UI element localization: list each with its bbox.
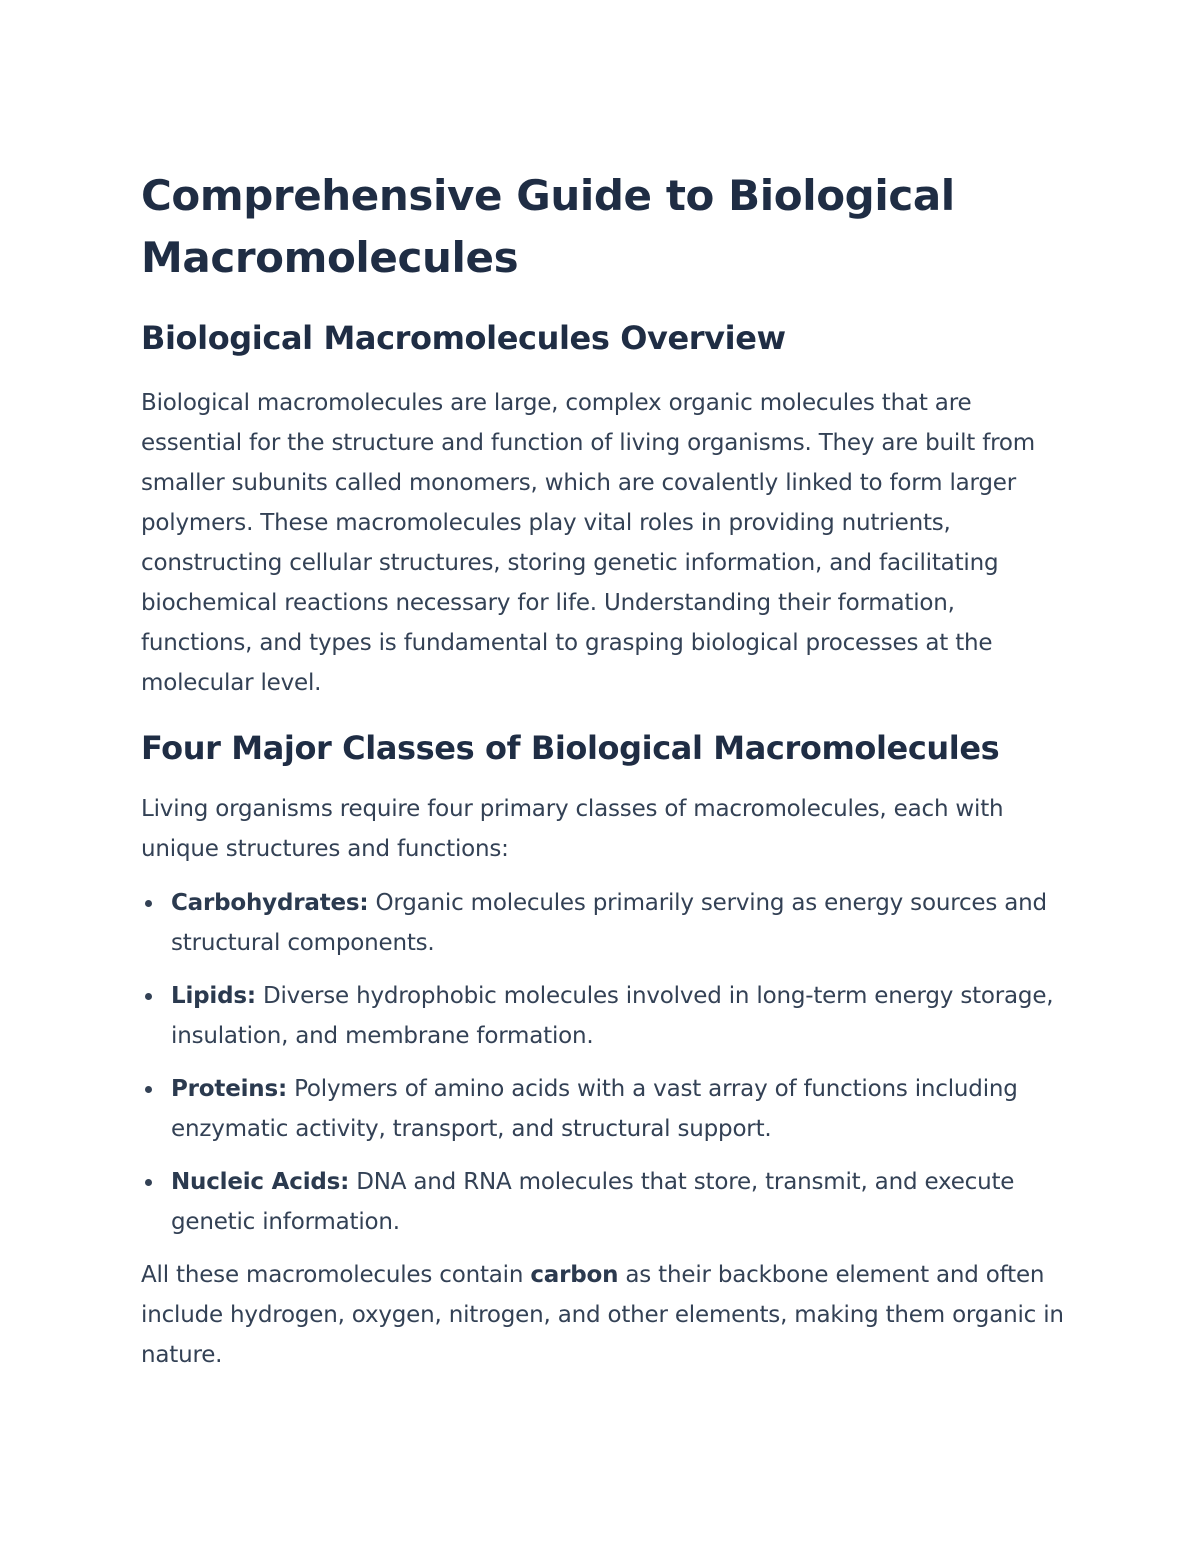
bullet-icon [145, 900, 152, 907]
list-item-term: Nucleic Acids: [171, 1169, 350, 1195]
list-item-lipids [141, 976, 1066, 1056]
document-page [141, 165, 1066, 1375]
list-item-term: Lipids: [171, 983, 256, 1009]
bullet-icon [145, 1086, 152, 1093]
list-item-carbohydrates [141, 883, 1066, 963]
summary-text-after: as their backbone element and often include hydrogen, oxygen, nitrogen, and other elements, making them organic in nature. [141, 1262, 1064, 1368]
bullet-icon [145, 1179, 152, 1186]
list-item-proteins [141, 1069, 1066, 1149]
overview-paragraph: Biological macromolecules are large, complex organic molecules that are essential for the structure and function of living organisms. They are built from smaller subunits called monomers, which are covalently linked to form larger polymers. These macromolecules play vital roles in providing nutrients, constructing cellular structures, storing genetic information, and facilitating biochemical reactions necessary for life. Understanding their formation, functions, and types is fundamental to grasping biological processes at the molecular level. [141, 390, 1035, 696]
document-title: Comprehensive Guide to Biological Macromolecules [141, 171, 955, 282]
list-item-text: Polymers of amino acids with a vast array of functions including enzymatic activity, transport, and structural support. [171, 1076, 1018, 1142]
list-item-term: Carbohydrates: [171, 890, 369, 916]
list-item-nucleic-acids [141, 1162, 1066, 1242]
summary-paragraph [141, 1255, 1066, 1375]
summary-bold-term: carbon [530, 1262, 619, 1288]
list-item-term: Proteins: [171, 1076, 287, 1102]
summary-text-before: All these macromolecules contain [141, 1262, 531, 1288]
list-item-text: Diverse hydrophobic molecules involved in long-term energy storage, insulation, and membrane formation. [171, 983, 1054, 1049]
section-heading-classes: Four Major Classes of Biological Macromolecules [141, 729, 1000, 767]
section-heading-overview: Biological Macromolecules Overview [141, 319, 786, 357]
classes-intro-paragraph: Living organisms require four primary classes of macromolecules, each with unique structures and functions: [141, 796, 1004, 862]
bullet-icon [145, 993, 152, 1000]
classes-list [141, 883, 1066, 1242]
list-item-text: Organic molecules primarily serving as energy sources and structural components. [171, 890, 1047, 956]
list-item-text: DNA and RNA molecules that store, transmit, and execute genetic information. [171, 1169, 1015, 1235]
